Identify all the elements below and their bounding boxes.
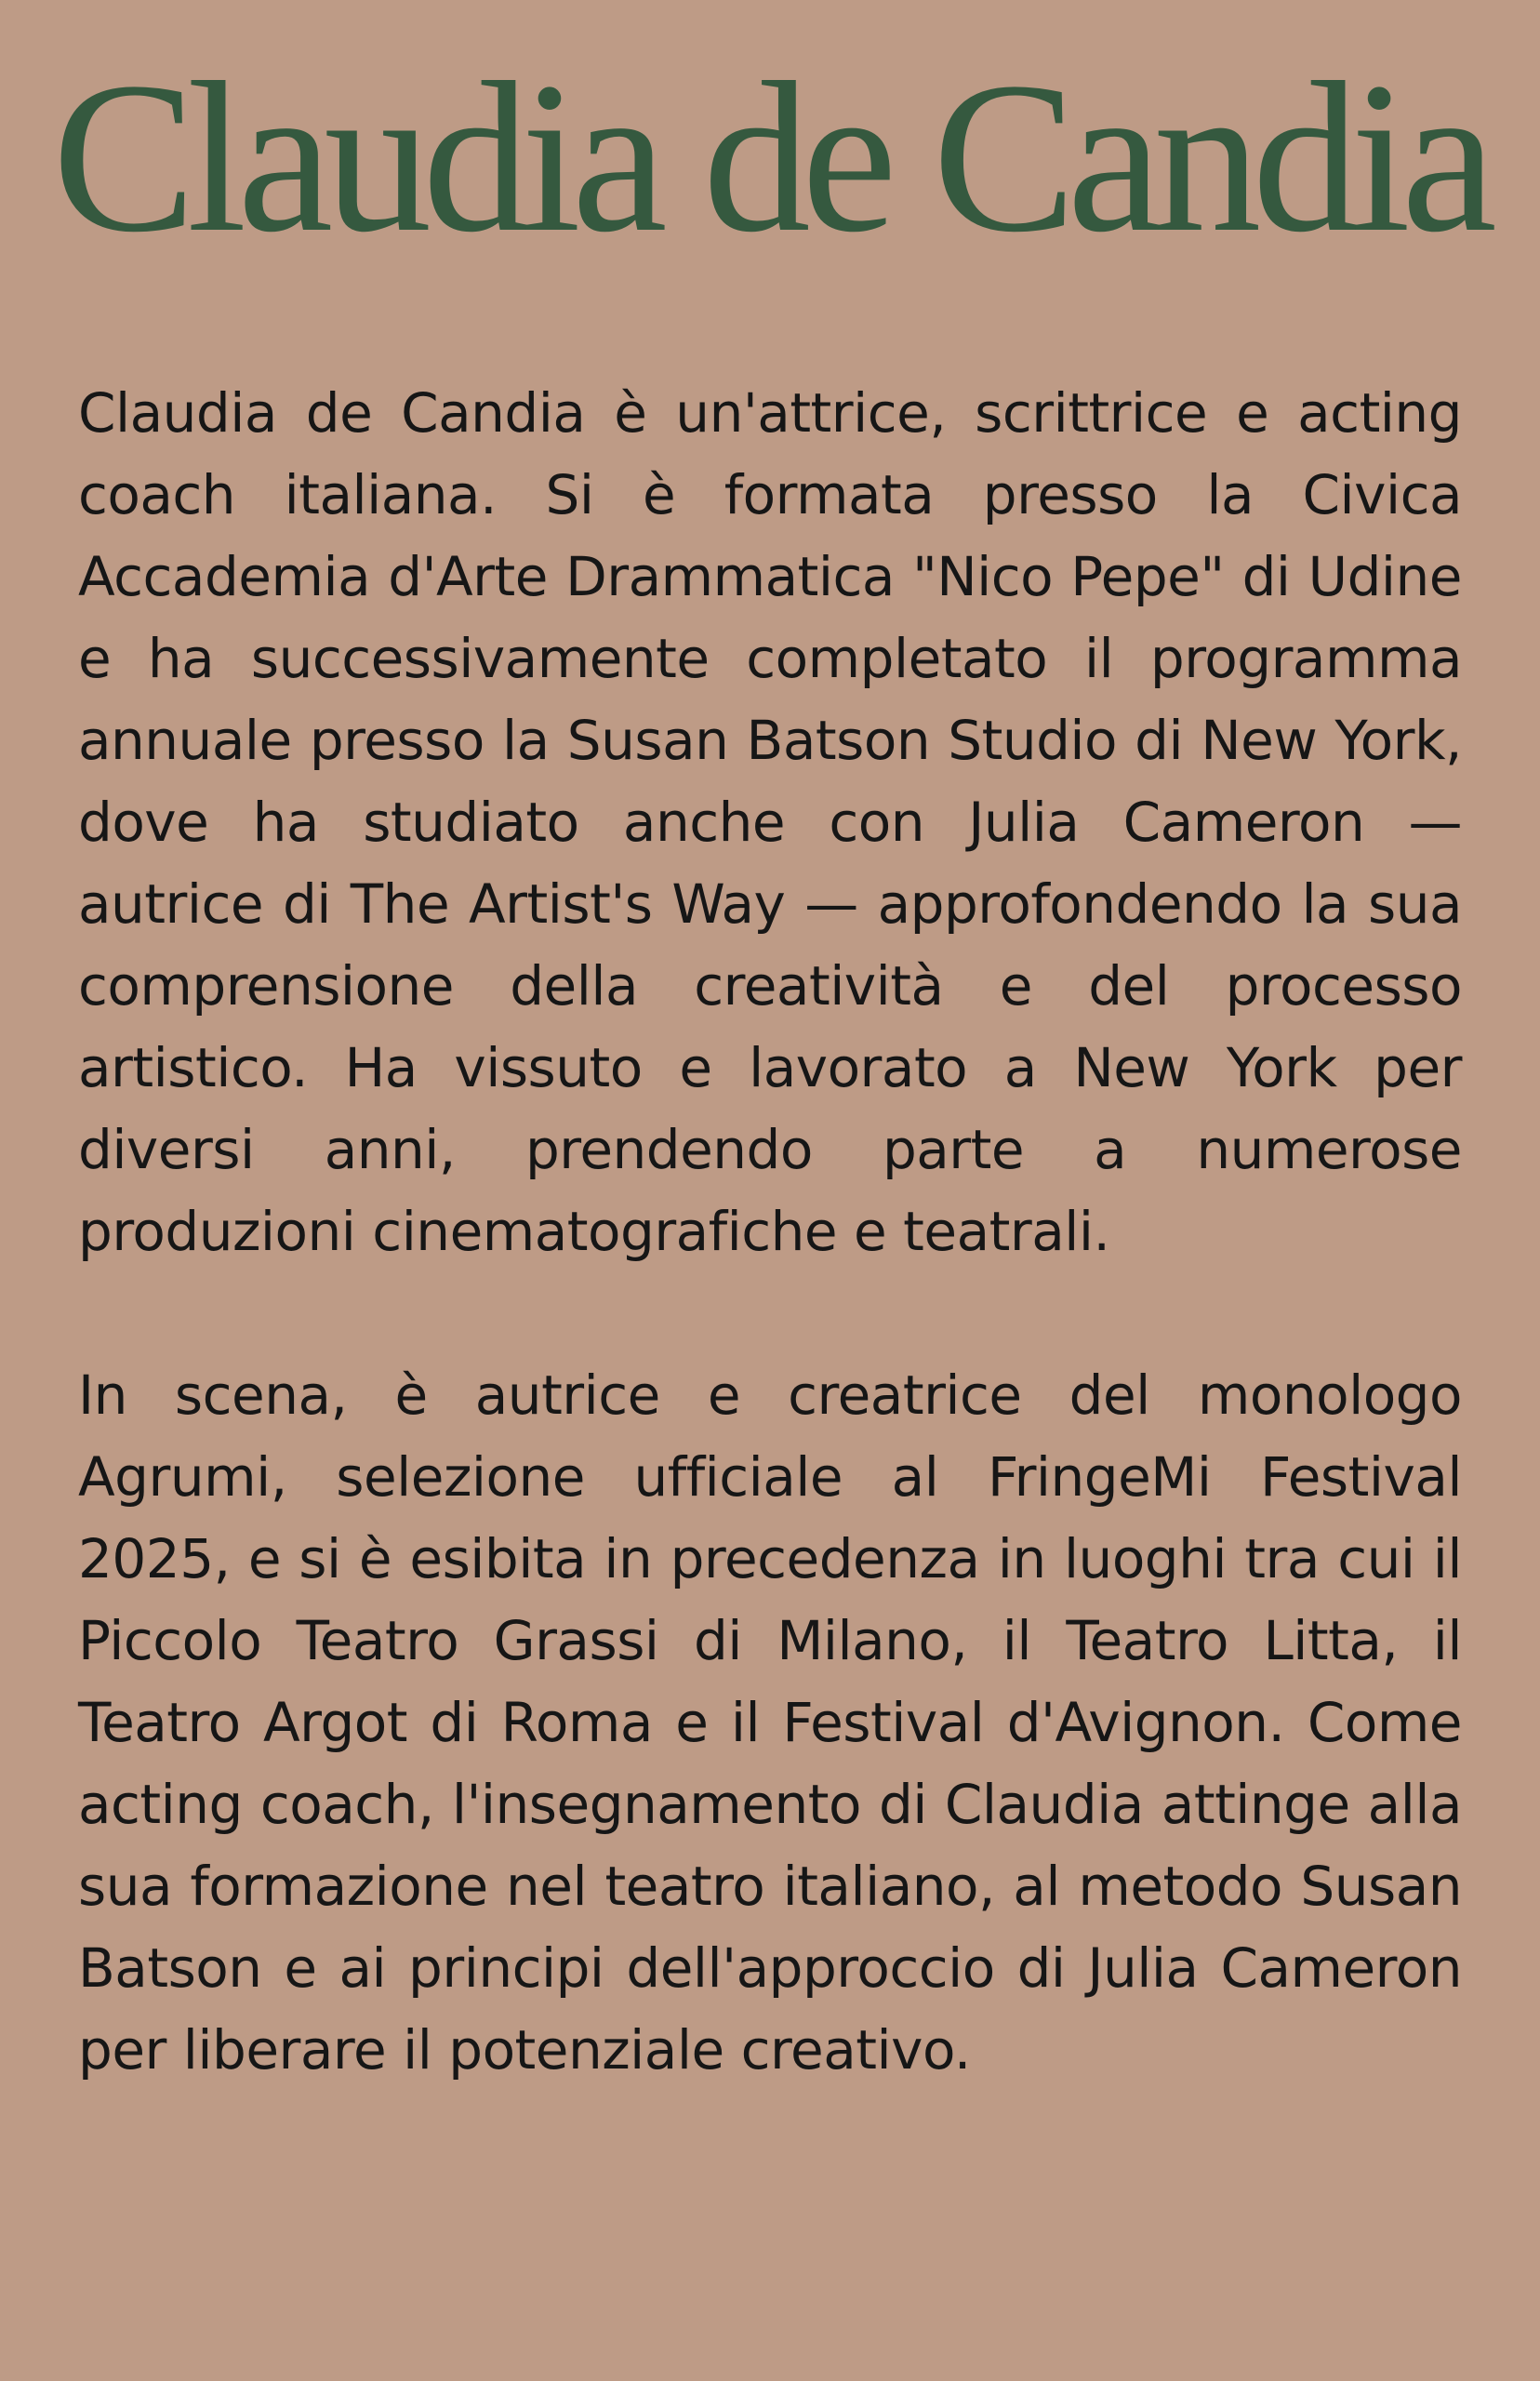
bio-paragraph-1: Claudia de Candia è un'attrice, scrittrice e acting coach italiana. Si è formata presso la Civica Accademia d'Arte Drammatica "Nico Pepe" di Udine e ha successivamente completato il programma annuale presso la Susan Batson Studio di New York, dove ha studiato anche con Julia Cameron — autrice di The Artist's Way — approfondendo la sua comprensione della creatività e del processo artistico. Ha vissuto e lavorato a New York per diversi anni, prendendo parte a numerose produzioni cinematografiche e teatrali.: [78, 381, 1462, 1263]
bio-paragraph-2: In scena, è autrice e creatrice del monologo Agrumi, selezione ufficiale al FringeMi Festival 2025, e si è esibita in precedenza in luoghi tra cui il Piccolo Teatro Grassi di Milano, il Teatro Litta, il Teatro Argot di Roma e il Festival d'Avignon. Come acting coach, l'insegnamento di Claudia attinge alla sua formazione nel teatro italiano, al metodo Susan Batson e ai principi dell'approccio di Julia Cameron per liberare il potenziale creativo.: [78, 1363, 1462, 2082]
page-title: Claudia de Candia: [52, 38, 1488, 277]
bio-text: [78, 372, 1462, 2091]
